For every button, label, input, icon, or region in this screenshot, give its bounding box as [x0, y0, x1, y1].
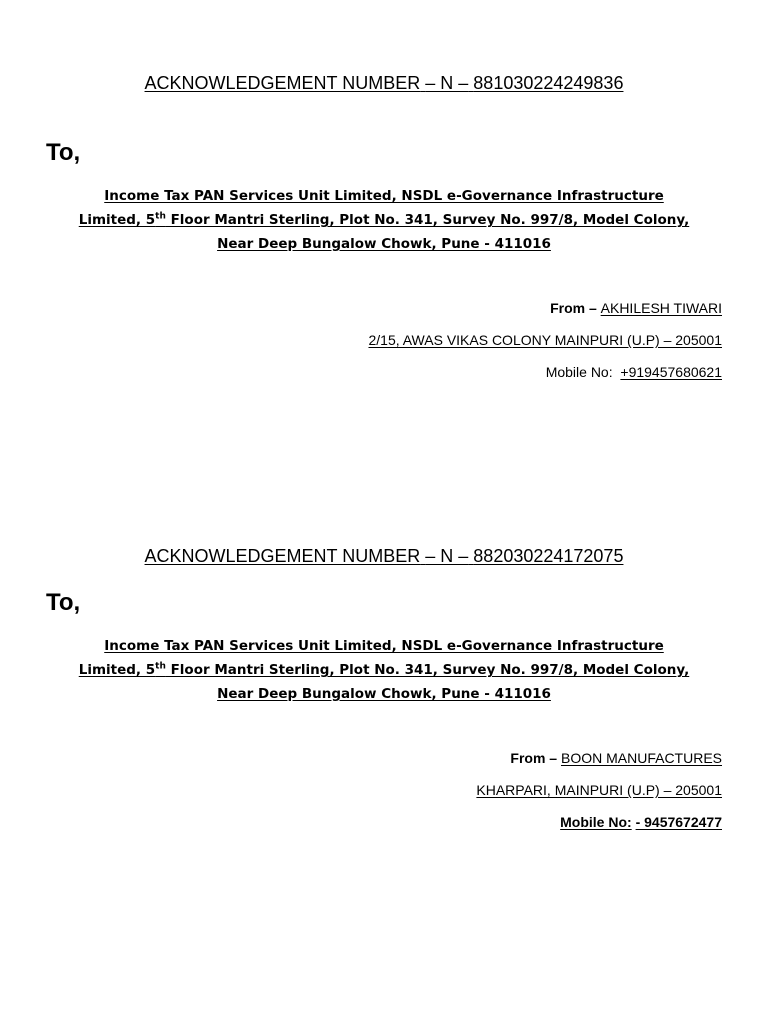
- sender-line: [510, 750, 722, 766]
- mobile-value: - 9457672477: [635, 814, 722, 830]
- mobile-value: +919457680621: [620, 364, 722, 380]
- sender-address: KHARPARI, MAINPURI (U.P) – 205001: [476, 782, 722, 798]
- address-line-3: Near Deep Bungalow Chowk, Pune - 411016: [217, 236, 551, 252]
- mobile-label: Mobile No:: [545, 364, 613, 380]
- ack-separator: – N –: [425, 546, 469, 566]
- sender-mobile: [560, 814, 722, 830]
- sender-line: [550, 300, 722, 316]
- mobile-label: Mobile No:: [560, 814, 632, 830]
- from-label: From –: [550, 300, 597, 316]
- address-line-1: Income Tax PAN Services Unit Limited, NSDL e-Governance Infrastructure: [104, 638, 664, 654]
- address-line-3: Near Deep Bungalow Chowk, Pune - 411016: [217, 686, 551, 702]
- ack-label: ACKNOWLEDGEMENT NUMBER: [144, 546, 421, 566]
- acknowledgement-heading: [0, 73, 768, 94]
- address-line-1: Income Tax PAN Services Unit Limited, NSDL e-Governance Infrastructure: [104, 188, 664, 204]
- address-line-2: Limited, 5th Floor Mantri Sterling, Plot No. 341, Survey No. 997/8, Model Colony,: [78, 661, 690, 678]
- recipient-address: [44, 634, 724, 706]
- recipient-address: [44, 184, 724, 256]
- ack-number: 882030224172075: [473, 546, 624, 566]
- acknowledgement-heading: [0, 546, 768, 567]
- salutation: To,: [46, 139, 81, 166]
- sender-name: BOON MANUFACTURES: [560, 750, 722, 766]
- address-line-2: Limited, 5th Floor Mantri Sterling, Plot No. 341, Survey No. 997/8, Model Colony,: [78, 211, 690, 228]
- sender-address: 2/15, AWAS VIKAS COLONY MAINPURI (U.P) – 205001: [368, 332, 722, 348]
- salutation: To,: [46, 589, 81, 616]
- sender-name: AKHILESH TIWARI: [600, 300, 722, 316]
- ack-separator: – N –: [425, 73, 469, 93]
- ack-number: 881030224249836: [473, 73, 624, 93]
- from-label: From –: [510, 750, 558, 766]
- sender-mobile: [546, 364, 722, 380]
- ack-label: ACKNOWLEDGEMENT NUMBER: [144, 73, 421, 93]
